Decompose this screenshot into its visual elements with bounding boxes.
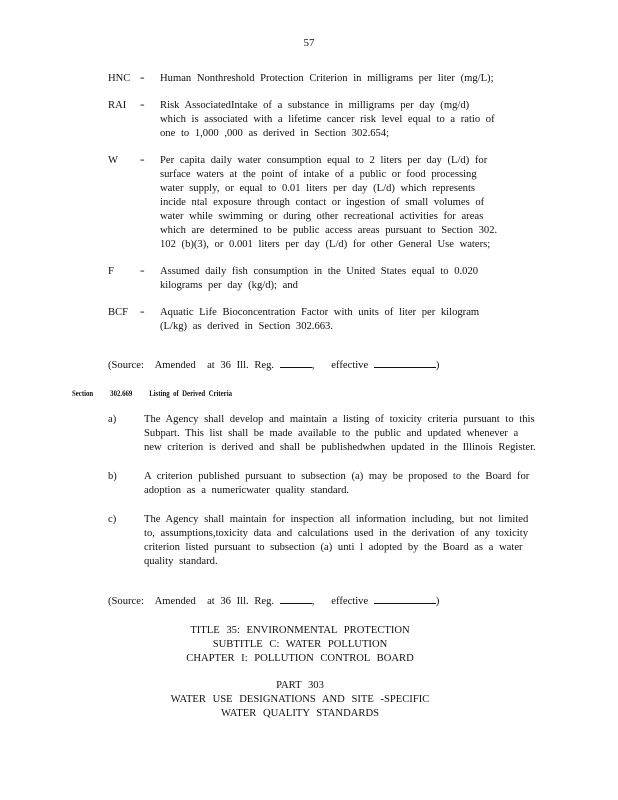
list-item	[108, 470, 548, 498]
definition-text: Assumed daily fish consumption in the United States equal to 0.020 kilograms per day (kg/d); and	[160, 266, 479, 291]
part-title-line: WATER QUALITY STANDARDS	[220, 708, 379, 719]
equals-sign: =	[140, 267, 145, 276]
blank-line	[374, 357, 436, 368]
section-title: Listing of Derived Criteria	[149, 388, 232, 398]
item-label: c)	[108, 514, 117, 525]
equals-sign: =	[140, 156, 145, 165]
list-item	[108, 513, 548, 569]
equals-sign: =	[140, 74, 145, 83]
item-label: a)	[108, 414, 117, 425]
source-prefix: (Source: Amended at 36 Ill. Reg.	[108, 360, 280, 371]
source-note	[108, 357, 439, 373]
list-item	[108, 413, 548, 455]
equals-sign: =	[140, 101, 145, 110]
source-prefix: (Source: Amended at 36 Ill. Reg.	[108, 596, 280, 607]
title-block	[0, 624, 600, 666]
blank-line	[280, 593, 312, 604]
blank-line	[280, 357, 312, 368]
item-text: The Agency shall maintain for inspection all information including, but not limited to, assumptions,toxicity data and calculations used in the derivation of any toxicity criterion listed pursuant to subsection (a) unti l adopted by the Board as a water quality standard.	[144, 514, 529, 567]
source-close: )	[435, 360, 440, 371]
item-label: b)	[108, 471, 117, 482]
source-close: )	[435, 596, 440, 607]
item-text: The Agency shall develop and maintain a listing of toxicity criteria pursuant to this Subpart. This list shall be made available to the public and updated whenever a new criterion is derived and shall be publishedwhen updated in the Illinois Register.	[144, 414, 536, 453]
section-heading	[72, 386, 232, 400]
section-label: Section	[72, 388, 94, 398]
section-items	[108, 413, 548, 584]
title-line: TITLE 35: ENVIRONMENTAL PROTECTION	[190, 625, 410, 636]
definition-bcf	[108, 306, 508, 334]
definition-term: HNC	[108, 73, 131, 84]
definition-f	[108, 265, 508, 293]
definition-text: Risk AssociatedIntake of a substance in milligrams per day (mg/d) which is associated with a lifetime cancer risk level equal to a ratio of one to 1,000 ,000 as derived in Section 302.654;	[160, 100, 495, 139]
part-title-block	[0, 679, 600, 721]
part-line: PART 303	[276, 680, 324, 691]
definition-text: Human Nonthreshold Protection Criterion in milligrams per liter (mg/L);	[160, 73, 494, 84]
definition-term: W	[108, 155, 118, 166]
blank-line	[374, 593, 436, 604]
section-number: 302.669	[110, 388, 133, 398]
subtitle-line: SUBTITLE C: WATER POLLUTION	[212, 639, 388, 650]
source-effective: , effective	[311, 596, 374, 607]
definition-hnc	[108, 72, 508, 86]
chapter-line: CHAPTER I: POLLUTION CONTROL BOARD	[186, 653, 414, 664]
definition-w	[108, 154, 508, 252]
definition-term: RAI	[108, 100, 127, 111]
source-effective: , effective	[311, 360, 374, 371]
part-title-line: WATER USE DESIGNATIONS AND SITE -SPECIFIC	[170, 694, 430, 705]
definition-rai	[108, 99, 508, 141]
definition-text: Per capita daily water consumption equal to 2 liters per day (L/d) for surface waters at the point of intake of a public or food processing water supply, or equal to 0.01 liters per day (L/d) which represents incide ntal exposure through contact or ingestion of small volumes of water while swimming or during other recreational activities for areas which are determined to be public access areas pursuant to Section 302. 102 (b)(3), or 0.001 liters per day (L/d) for other General Use waters;	[160, 155, 498, 250]
equals-sign: =	[140, 308, 145, 317]
definition-term: F	[108, 266, 114, 277]
definition-term: BCF	[108, 307, 129, 318]
definition-text: Aquatic Life Bioconcentration Factor with units of liter per kilogram (L/kg) as derived in Section 302.663.	[160, 307, 480, 332]
page-number: 57	[303, 37, 315, 49]
source-note	[108, 593, 439, 609]
item-text: A criterion published pursuant to subsection (a) may be proposed to the Board for adoption as a numericwater quality standard.	[144, 471, 530, 496]
definitions-list	[108, 72, 508, 347]
